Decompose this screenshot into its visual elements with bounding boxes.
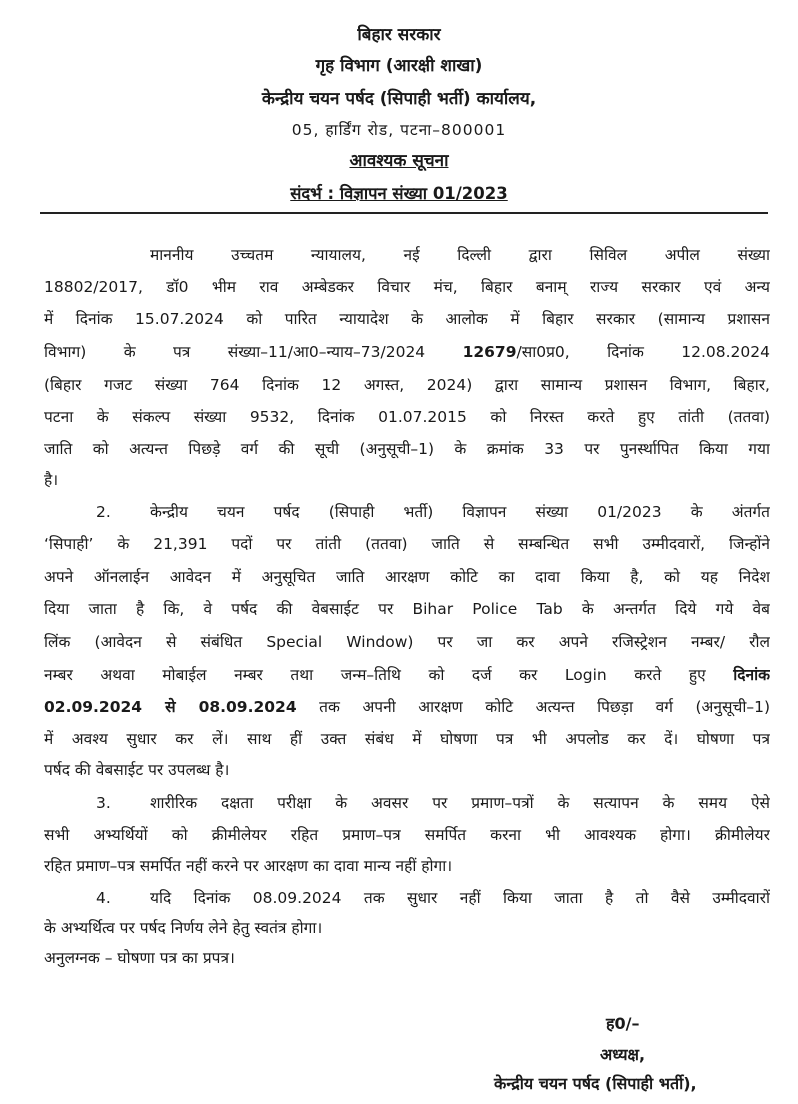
para2-line: में अवश्य सुधार कर लें। साथ हीं उक्त संबंध में घोषणा पत्र भी अपलोड कर दें। घोषणा पत्र	[44, 730, 770, 748]
office-address: 05, हार्डिंग रोड, पटना–800001	[291, 121, 507, 139]
govt-name: बिहार सरकार	[357, 25, 441, 45]
signature-mark: ह0/–	[606, 1014, 640, 1033]
office-name: केन्द्रीय चयन पर्षद (सिपाही भर्ती) कार्यालय,	[261, 89, 537, 109]
para1-line: विभाग) के पत्र संख्या–11/आ0–न्याय–73/2024 12679/सा0प्र0, दिनांक 12.08.2024	[44, 343, 770, 361]
reference-line: संदर्भ : विज्ञापन संख्या 01/2023	[290, 184, 508, 203]
para2-line: लिंक (आवेदन से संबंधित Special Window) पर जा कर अपने रजिस्ट्रेशन नम्बर/ रौल	[44, 633, 770, 651]
para2-line: दिया जाता है कि, वे पर्षद की वेबसाईट पर Bihar Police Tab के अन्तर्गत दिये गये वेब	[44, 600, 770, 618]
para2-line: 2. केन्द्रीय चयन पर्षद (सिपाही भर्ती) विज्ञापन संख्या 01/2023 के अंतर्गत	[96, 503, 770, 521]
para1-line: में दिनांक 15.07.2024 को पारित न्यायादेश के आलोक में बिहार सरकार (सामान्य प्रशासन	[44, 310, 770, 328]
department-name: गृह विभाग (आरक्षी शाखा)	[315, 56, 483, 76]
para1-line: 18802/2017, डॉ0 भीम राव अम्बेडकर विचार मंच, बिहार बनाम् राज्य सरकार एवं अन्य	[44, 278, 770, 296]
signatory-designation: अध्यक्ष,	[600, 1045, 646, 1064]
para3-line: रहित प्रमाण–पत्र समर्पित नहीं करने पर आरक्षण का दावा मान्य नहीं होगा।	[44, 857, 453, 875]
para3-line: सभी अभ्यर्थियों को क्रीमीलेयर रहित प्रमाण–पत्र समर्पित करना भी आवश्यक होगा। क्रीमीलेयर	[44, 826, 770, 844]
annexure-note: अनुलग्नक – घोषणा पत्र का प्रपत्र।	[44, 949, 235, 967]
signatory-office: केन्द्रीय चयन पर्षद (सिपाही भर्ती),	[494, 1074, 697, 1093]
para3-number: 3.	[96, 794, 111, 812]
para1-line: जाति को अत्यन्त पिछड़े वर्ग की सूची (अनुसूची–1) के क्रमांक 33 पर पुनर्स्थापित किया गया	[44, 440, 770, 458]
para1-line: है।	[44, 471, 59, 489]
para2-line: 02.09.2024 से 08.09.2024 तक अपनी आरक्षण कोटि अत्यन्त पिछड़ा वर्ग (अनुसूची–1)	[44, 698, 770, 716]
para4-number: 4.	[96, 889, 111, 907]
para2-line: ‘सिपाही’ के 21,391 पदों पर तांती (ततवा) जाति से सम्बन्धित सभी उम्मीदवारों, जिन्होंने	[44, 535, 770, 553]
para2-line: अपने ऑनलाईन आवेदन में अनुसूचित जाति आरक्षण कोटि का दावा किया है, को यह निदेश	[44, 568, 770, 586]
para4-line: 4. यदि दिनांक 08.09.2024 तक सुधार नहीं किया जाता है तो वैसे उम्मीदवारों	[96, 889, 770, 907]
para1-line: माननीय उच्चतम न्यायालय, नई दिल्ली द्वारा सिविल अपील संख्या	[150, 246, 770, 264]
header-divider	[40, 212, 768, 214]
para2-line: नम्बर अथवा मोबाईल नम्बर तथा जन्म–तिथि को दर्ज कर Login करते हुए दिनांक	[44, 666, 770, 684]
notice-title: आवश्यक सूचना	[349, 151, 449, 171]
para1-line: (बिहार गजट संख्या 764 दिनांक 12 अगस्त, 2024) द्वारा सामान्य प्रशासन विभाग, बिहार,	[44, 376, 770, 394]
para1-line: पटना के संकल्प संख्या 9532, दिनांक 01.07.2015 को निरस्त करते हुए तांती (ततवा)	[44, 408, 770, 426]
para4-line: के अभ्यर्थित्व पर पर्षद निर्णय लेने हेतु स्वतंत्र होगा।	[44, 919, 323, 937]
para3-line: 3. शारीरिक दक्षता परीक्षा के अवसर पर प्रमाण–पत्रों के सत्यापन के समय ऐसे	[96, 794, 770, 812]
para2-line: पर्षद की वेबसाईट पर उपलब्ध है।	[44, 761, 230, 779]
para2-number: 2.	[96, 503, 111, 521]
